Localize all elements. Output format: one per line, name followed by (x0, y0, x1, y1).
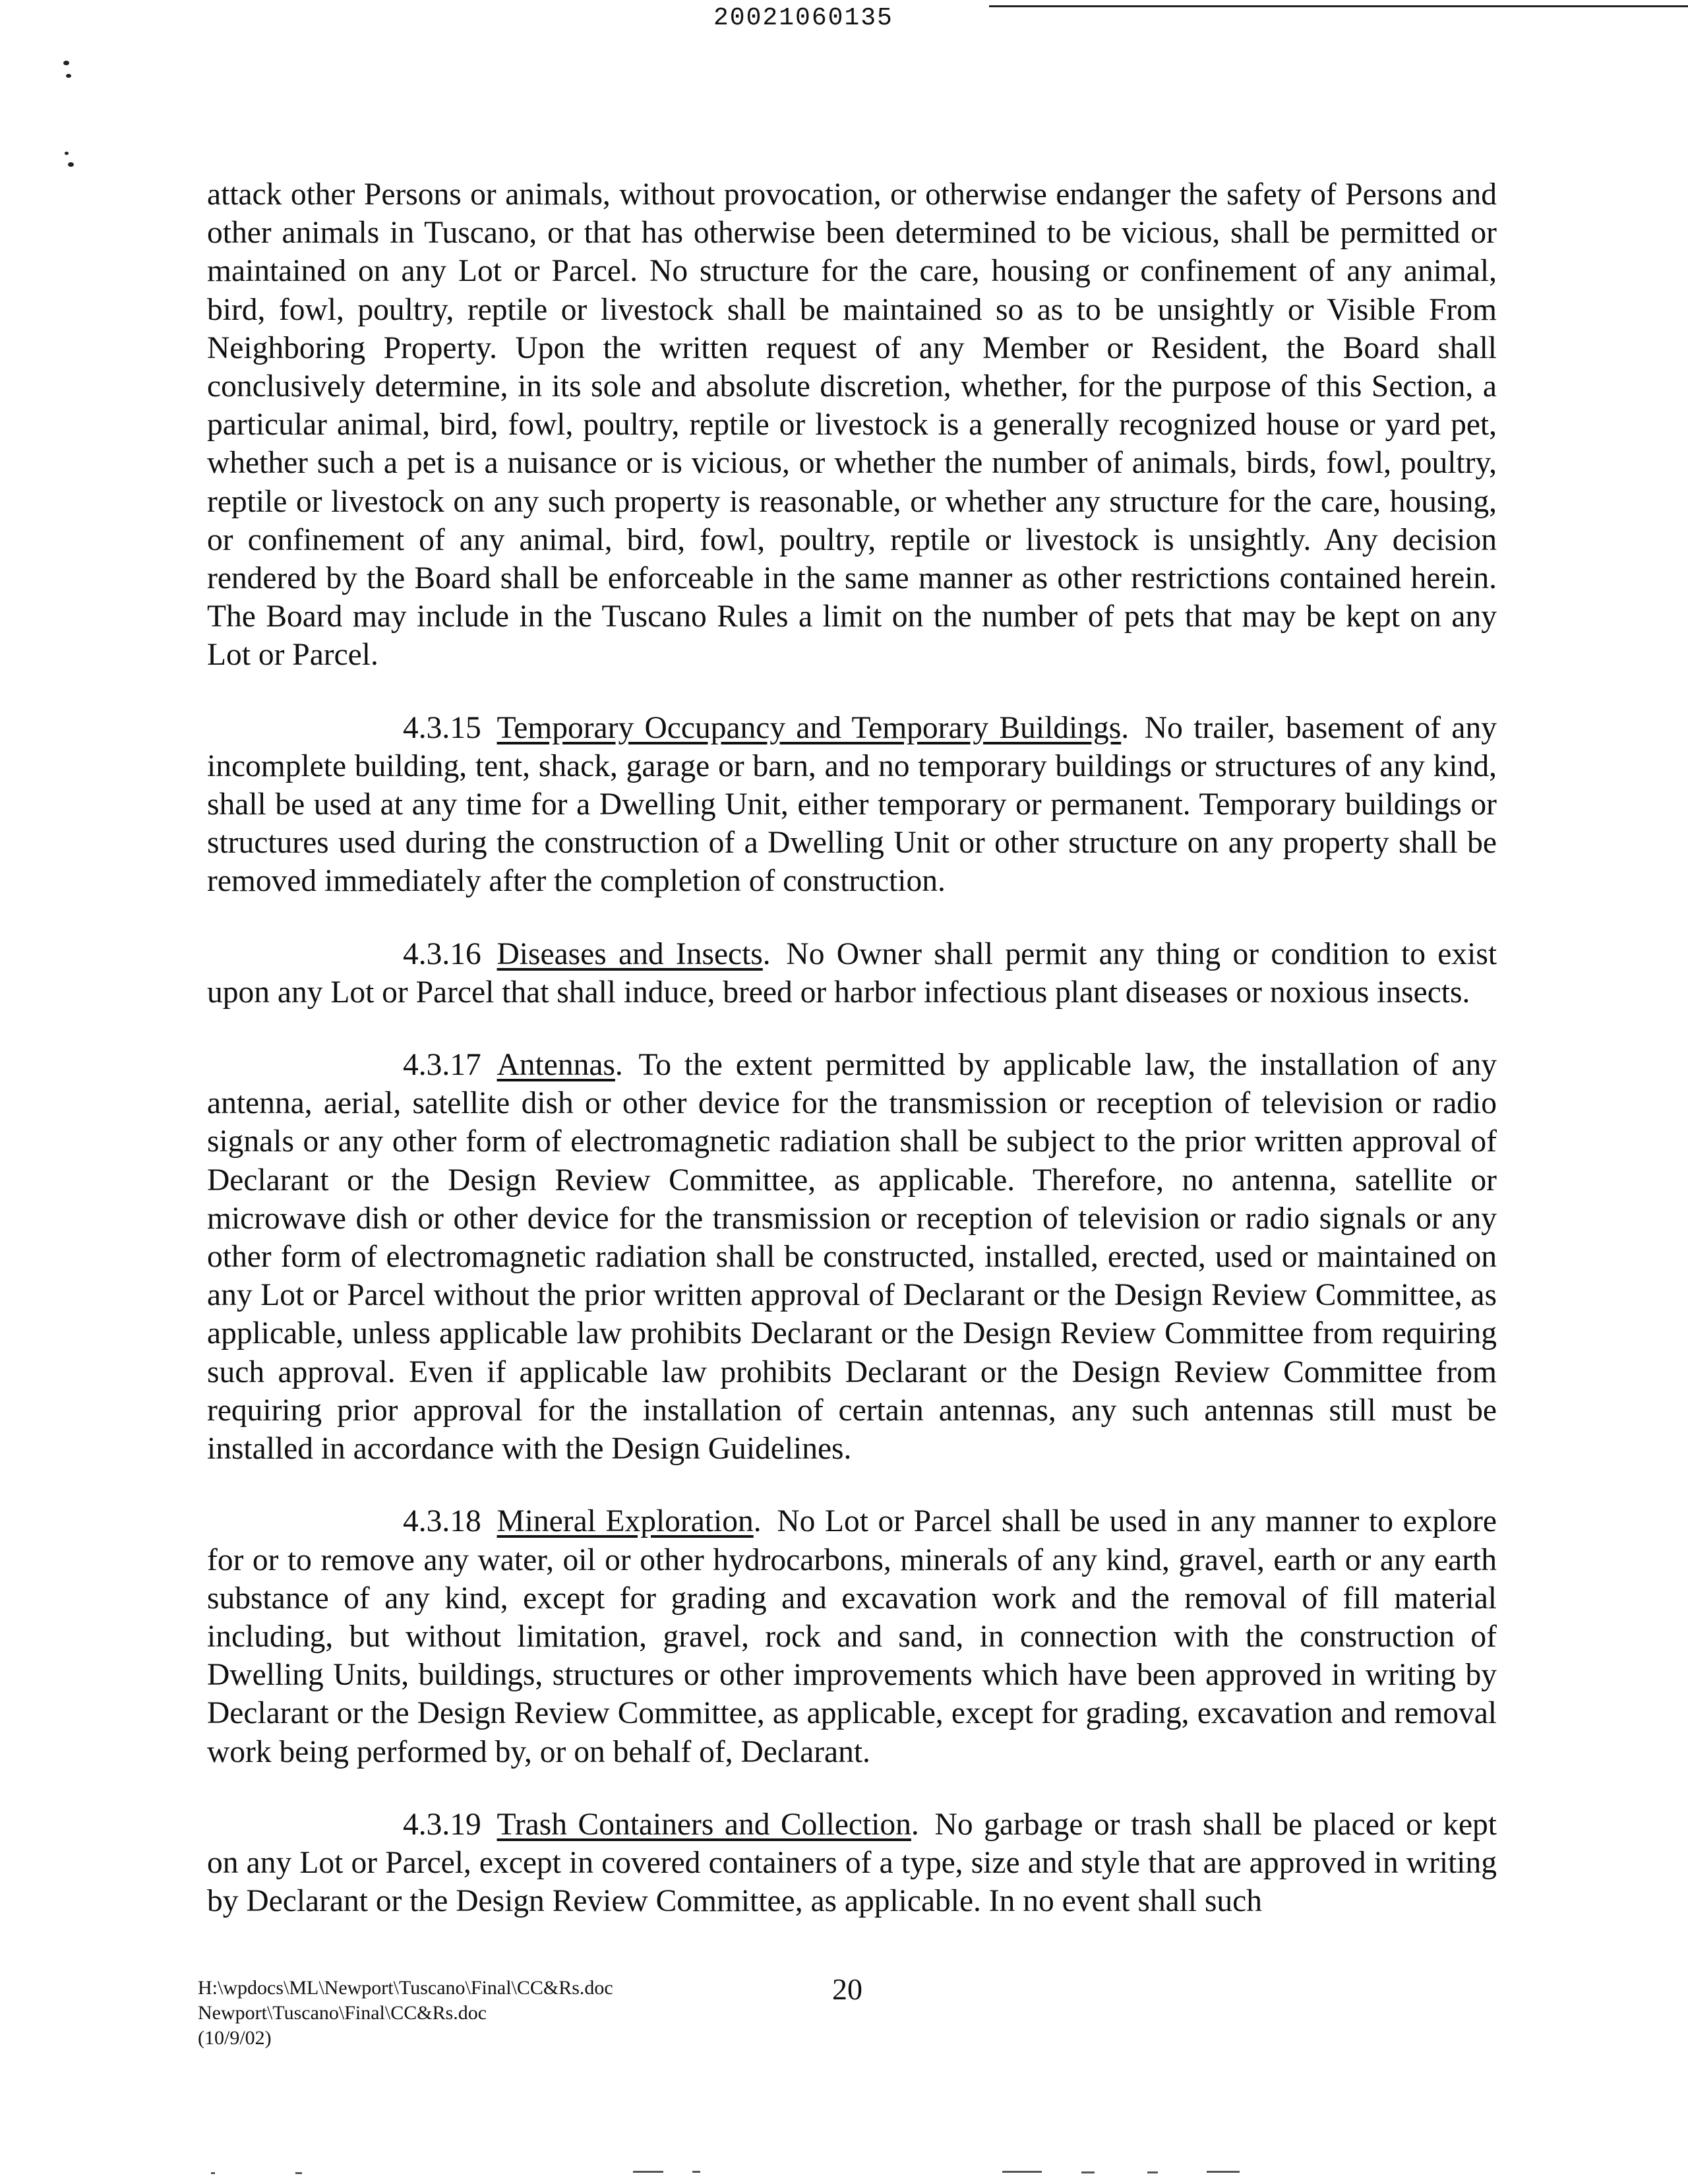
continuation-paragraph: attack other Persons or animals, without provocation, or otherwise endanger the safety of Persons and other animals in Tuscano, or that has otherwise been determined to be vicious, shall be permitted or maintained on any Lot or Parcel. No structure for the care, housing or confinement of any animal, bird, fowl, poultry, reptile or livestock shall be maintained so as to be unsightly or Visible From Neighboring Property. Upon the written request of any Member or Resident, the Board shall conclusively determine, in its sole and absolute discretion, whether, for the purpose of this Section, a particular animal, bird, fowl, poultry, reptile or livestock is a generally recognized house or yard pet, whether such a pet is a nuisance or is vicious, or whether the number of animals, birds, fowl, poultry, reptile or livestock on any such property is reasonable, or whether any structure for the care, housing, or confinement of any animal, bird, fowl, poultry, reptile or livestock is unsightly. Any decision rendered by the Board shall be enforceable in the same manner as other restrictions contained herein. The Board may include in the Tuscano Rules a limit on the number of pets that may be kept on any Lot or Parcel. (207, 177, 1497, 673)
footer-path-line-1: H:\wpdocs\ML\Newport\Tuscano\Final\CC&Rs.doc (198, 1977, 613, 1999)
section-4-3-17: 4.3.17 Antennas. To the extent permitted by applicable law, the installation of any antenna, aerial, satellite dish or other device for the transmission or reception of television or radio signals or any other form of electromagnetic radiation shall be subject to the prior written approval of Declarant or the Design Review Committee, as applicable. Therefore, no antenna, satellite or microwave dish or other device for the transmission or reception of television or radio signals or any other form of electromagnetic radiation shall be constructed, installed, erected, used or maintained on any Lot or Parcel without the prior written approval of Declarant or the Design Review Committee, as applicable, unless applicable law prohibits Declarant or the Design Review Committee from requiring such approval. Even if applicable law prohibits Declarant or the Design Review Committee from requiring prior approval for the installation of certain antennas, any such antennas still must be installed in accordance with the Design Guidelines. (207, 1048, 1497, 1467)
scan-speck (66, 74, 71, 78)
section-number: 4.3.17 (403, 1048, 481, 1083)
scan-noise (633, 2171, 663, 2173)
section-text: To the extent permitted by applicable law, the installation of any antenna, aerial, satellite dish or other device for the transmission or reception of television or radio signals or any other form of electromagnetic radiation shall be subject to the prior written approval of Declarant or the Design Review Committee, as applicable. Therefore, no antenna, satellite or microwave dish or other device for the transmission or reception of television or radio signals or any other form of electromagnetic radiation shall be constructed, installed, erected, used or maintained on any Lot or Parcel without the prior written approval of Declarant or the Design Review Committee, as applicable, unless applicable law prohibits Declarant or the Design Review Committee from requiring such approval. Even if applicable law prohibits Declarant or the Design Review Committee from requiring prior approval for the installation of certain antennas, any such antennas still must be installed in accordance with the Design Guidelines. (207, 1048, 1497, 1467)
document-body (207, 175, 1497, 1955)
section-4-3-18: 4.3.18 Mineral Exploration. No Lot or Parcel shall be used in any manner to explore for or to remove any water, oil or other hydrocarbons, minerals of any kind, gravel, earth or any earth substance of any kind, except for grading and excavation work and the removal of fill material including, but without limitation, gravel, rock and sand, in connection with the construction of Dwelling Units, buildings, structures or other improvements which have been approved in writing by Declarant or the Design Review Committee, as applicable, except for grading, excavation and removal work being performed by, or on behalf of, Declarant. (207, 1504, 1497, 1769)
scan-speck (63, 61, 69, 65)
scan-noise (692, 2171, 700, 2173)
recording-number: 20021060135 (713, 4, 893, 32)
section-4-3-16: 4.3.16 Diseases and Insects. No Owner shall permit any thing or condition to exist upon any Lot or Parcel that shall induce, breed or harbor infectious plant diseases or noxious insects. (207, 936, 1497, 1010)
section-number: 4.3.19 (403, 1807, 481, 1842)
scan-noise (1207, 2171, 1240, 2173)
section-text: No Owner shall permit any thing or condition to exist upon any Lot or Parcel that shall induce, breed or harbor infectious plant diseases or noxious insects. (207, 936, 1497, 1010)
scan-noise (211, 2172, 215, 2174)
section-heading: Temporary Occupancy and Temporary Buildings (497, 710, 1122, 745)
scan-speck (68, 162, 74, 167)
section-4-3-15: 4.3.15 Temporary Occupancy and Temporary Buildings. No trailer, basement of any incomplete building, tent, shack, garage or barn, and no temporary buildings or structures of any kind, shall be used at any time for a Dwelling Unit, either temporary or permanent. Temporary buildings or structures used during the construction of a Dwelling Unit or other structure on any property shall be removed immediately after the completion of construction. (207, 710, 1497, 899)
footer-date: (10/9/02) (198, 2027, 272, 2049)
scan-noise (1081, 2171, 1095, 2173)
footer-file-path (198, 1976, 613, 2051)
section-number: 4.3.16 (403, 936, 481, 971)
section-heading: Mineral Exploration (497, 1504, 754, 1539)
section-heading: Antennas (497, 1048, 615, 1083)
section-text: No garbage or trash shall be placed or kept on any Lot or Parcel, except in covered containers of a type, size and style that are approved in writing by Declarant or the Design Review Committee, as applicable. In no event shall such (207, 1807, 1497, 1919)
scan-noise (1147, 2171, 1158, 2173)
section-heading: Trash Containers and Collection (497, 1807, 911, 1842)
footer-path-line-2: Newport\Tuscano\Final\CC&Rs.doc (198, 2002, 487, 2024)
section-text: No trailer, basement of any incomplete building, tent, shack, garage or barn, and no temporary buildings or structures of any kind, shall be used at any time for a Dwelling Unit, either temporary or permanent. Temporary buildings or structures used during the construction of a Dwelling Unit or other structure on any property shall be removed immediately after the completion of construction. (207, 710, 1497, 899)
section-number: 4.3.15 (403, 710, 481, 745)
page-number: 20 (832, 1972, 862, 2006)
section-4-3-19: 4.3.19 Trash Containers and Collection. No garbage or trash shall be placed or kept on any Lot or Parcel, except in covered containers of a type, size and style that are approved in writing by Declarant or the Design Review Committee, as applicable. In no event shall such (207, 1807, 1497, 1919)
scan-speck (65, 152, 69, 155)
section-text: No Lot or Parcel shall be used in any manner to explore for or to remove any water, oil or other hydrocarbons, minerals of any kind, gravel, earth or any earth substance of any kind, except for grading and excavation work and the removal of fill material including, but without limitation, gravel, rock and sand, in connection with the construction of Dwelling Units, buildings, structures or other improvements which have been approved in writing by Declarant or the Design Review Committee, as applicable, except for grading, excavation and removal work being performed by, or on behalf of, Declarant. (207, 1504, 1497, 1769)
top-rule (989, 5, 1688, 7)
scan-noise (1002, 2171, 1042, 2173)
section-number: 4.3.18 (403, 1504, 481, 1539)
section-heading: Diseases and Insects (497, 936, 763, 971)
scan-noise (295, 2172, 302, 2174)
